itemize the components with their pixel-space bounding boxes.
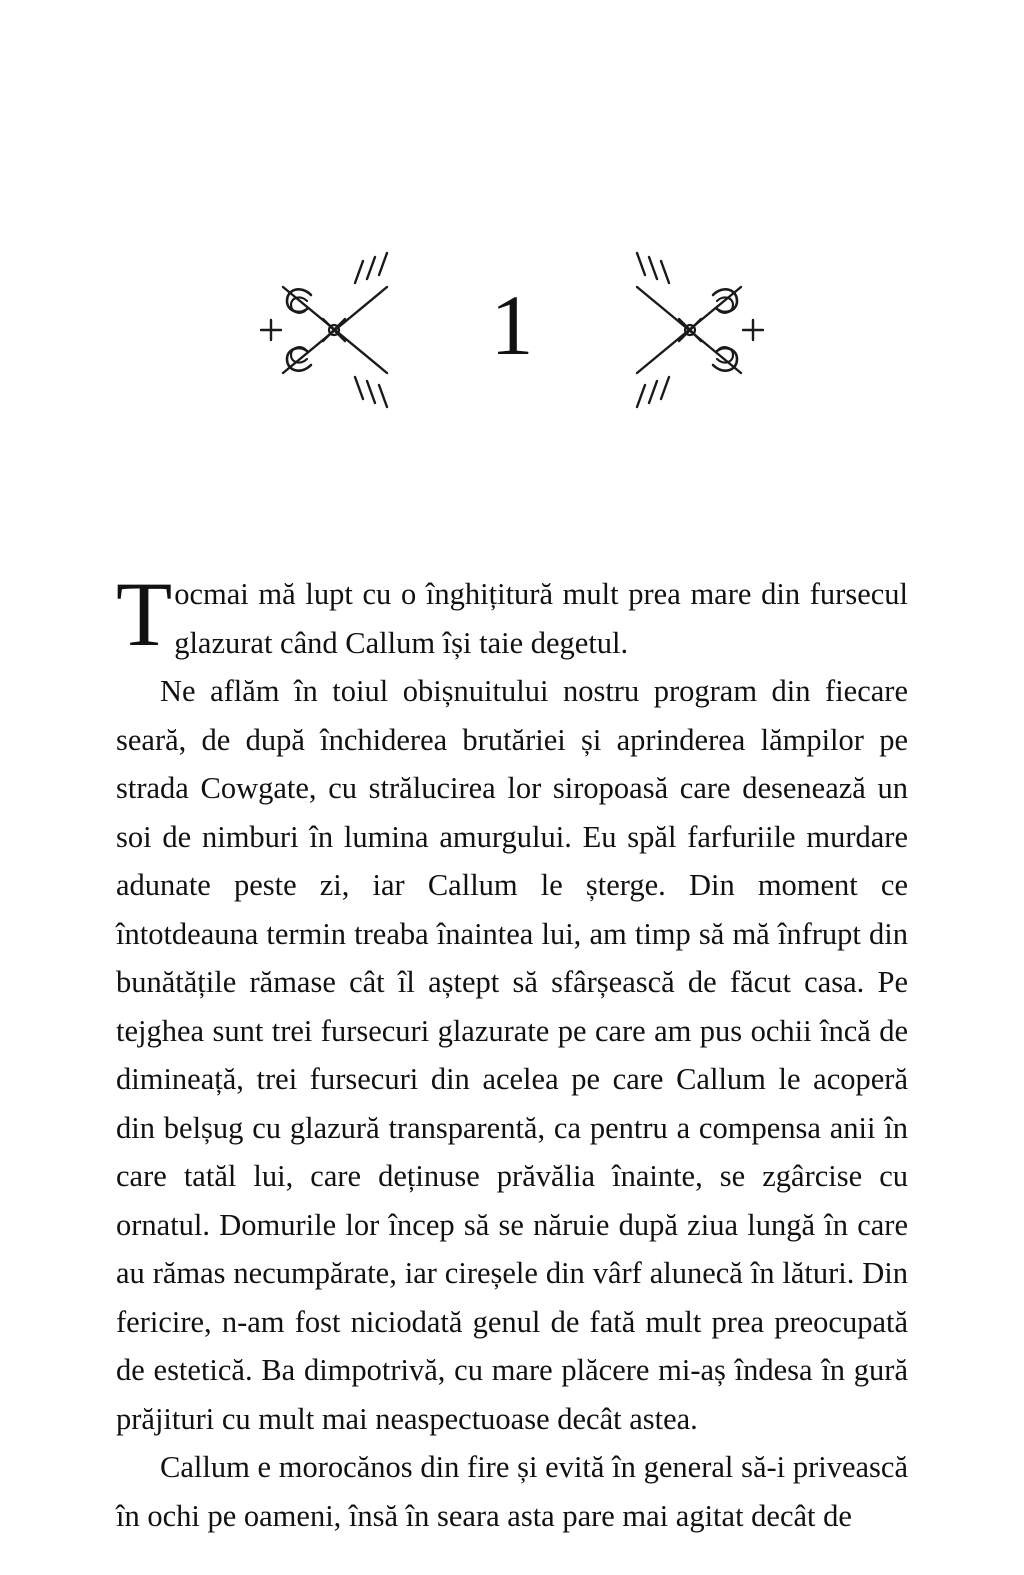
- paragraph-first-text: ocmai mă lupt cu o înghițitură mult prea mare din fursecul glazurat când Callum își taie degetul.: [174, 577, 908, 660]
- page-body: [116, 563, 908, 1540]
- chapter-header: [0, 215, 1024, 435]
- paragraph-third: Callum e morocănos din fire și evită în general să-i privească în ochi pe oameni, însă în seara asta pare mai agitat decât de: [116, 1450, 908, 1533]
- paragraph-first: [116, 563, 908, 667]
- paragraph-second: Ne aflăm în toiul obișnuitului nostru program din fiecare seară, de după închiderea brutăriei și aprinderea lămpilor pe strada Cowgate, cu strălucirea lor siropoasă care desenează un soi de nimburi în lumina amurgului. Eu spăl farfuriile murdare adunate peste zi, iar Callum le șterge. Din moment ce întotdeauna termin treaba înaintea lui, am timp să mă înfrupt din bunătățile rămase cât îl aștept să sfârșească de făcut casa. Pe tejghea sunt trei fursecuri glazurate pe care am pus ochii încă de dimineață, trei fursecuri din acelea pe care Callum le acoperă din belșug cu glazură transparentă, ca pentru a compensa anii în care tatăl lui, care deținuse prăvălia înainte, se zgârcise cu ornatul. Domurile lor încep să se năruie după ziua lungă în care au rămas necumpărate, iar cireșele din vârf alunecă în lături. Din fericire, n-am fost niciodată genul de fată mult prea preocupată de estetică. Ba dimpotrivă, cu mare plăcere mi-aș îndesa în gură prăjituri cu mult mai neaspectuoase decât astea.: [116, 674, 908, 1436]
- crossed-swords-ornament-left: [237, 225, 437, 425]
- chapter-number: 1: [490, 277, 534, 373]
- drop-cap: T: [116, 563, 173, 665]
- crossed-swords-ornament-right: [587, 225, 787, 425]
